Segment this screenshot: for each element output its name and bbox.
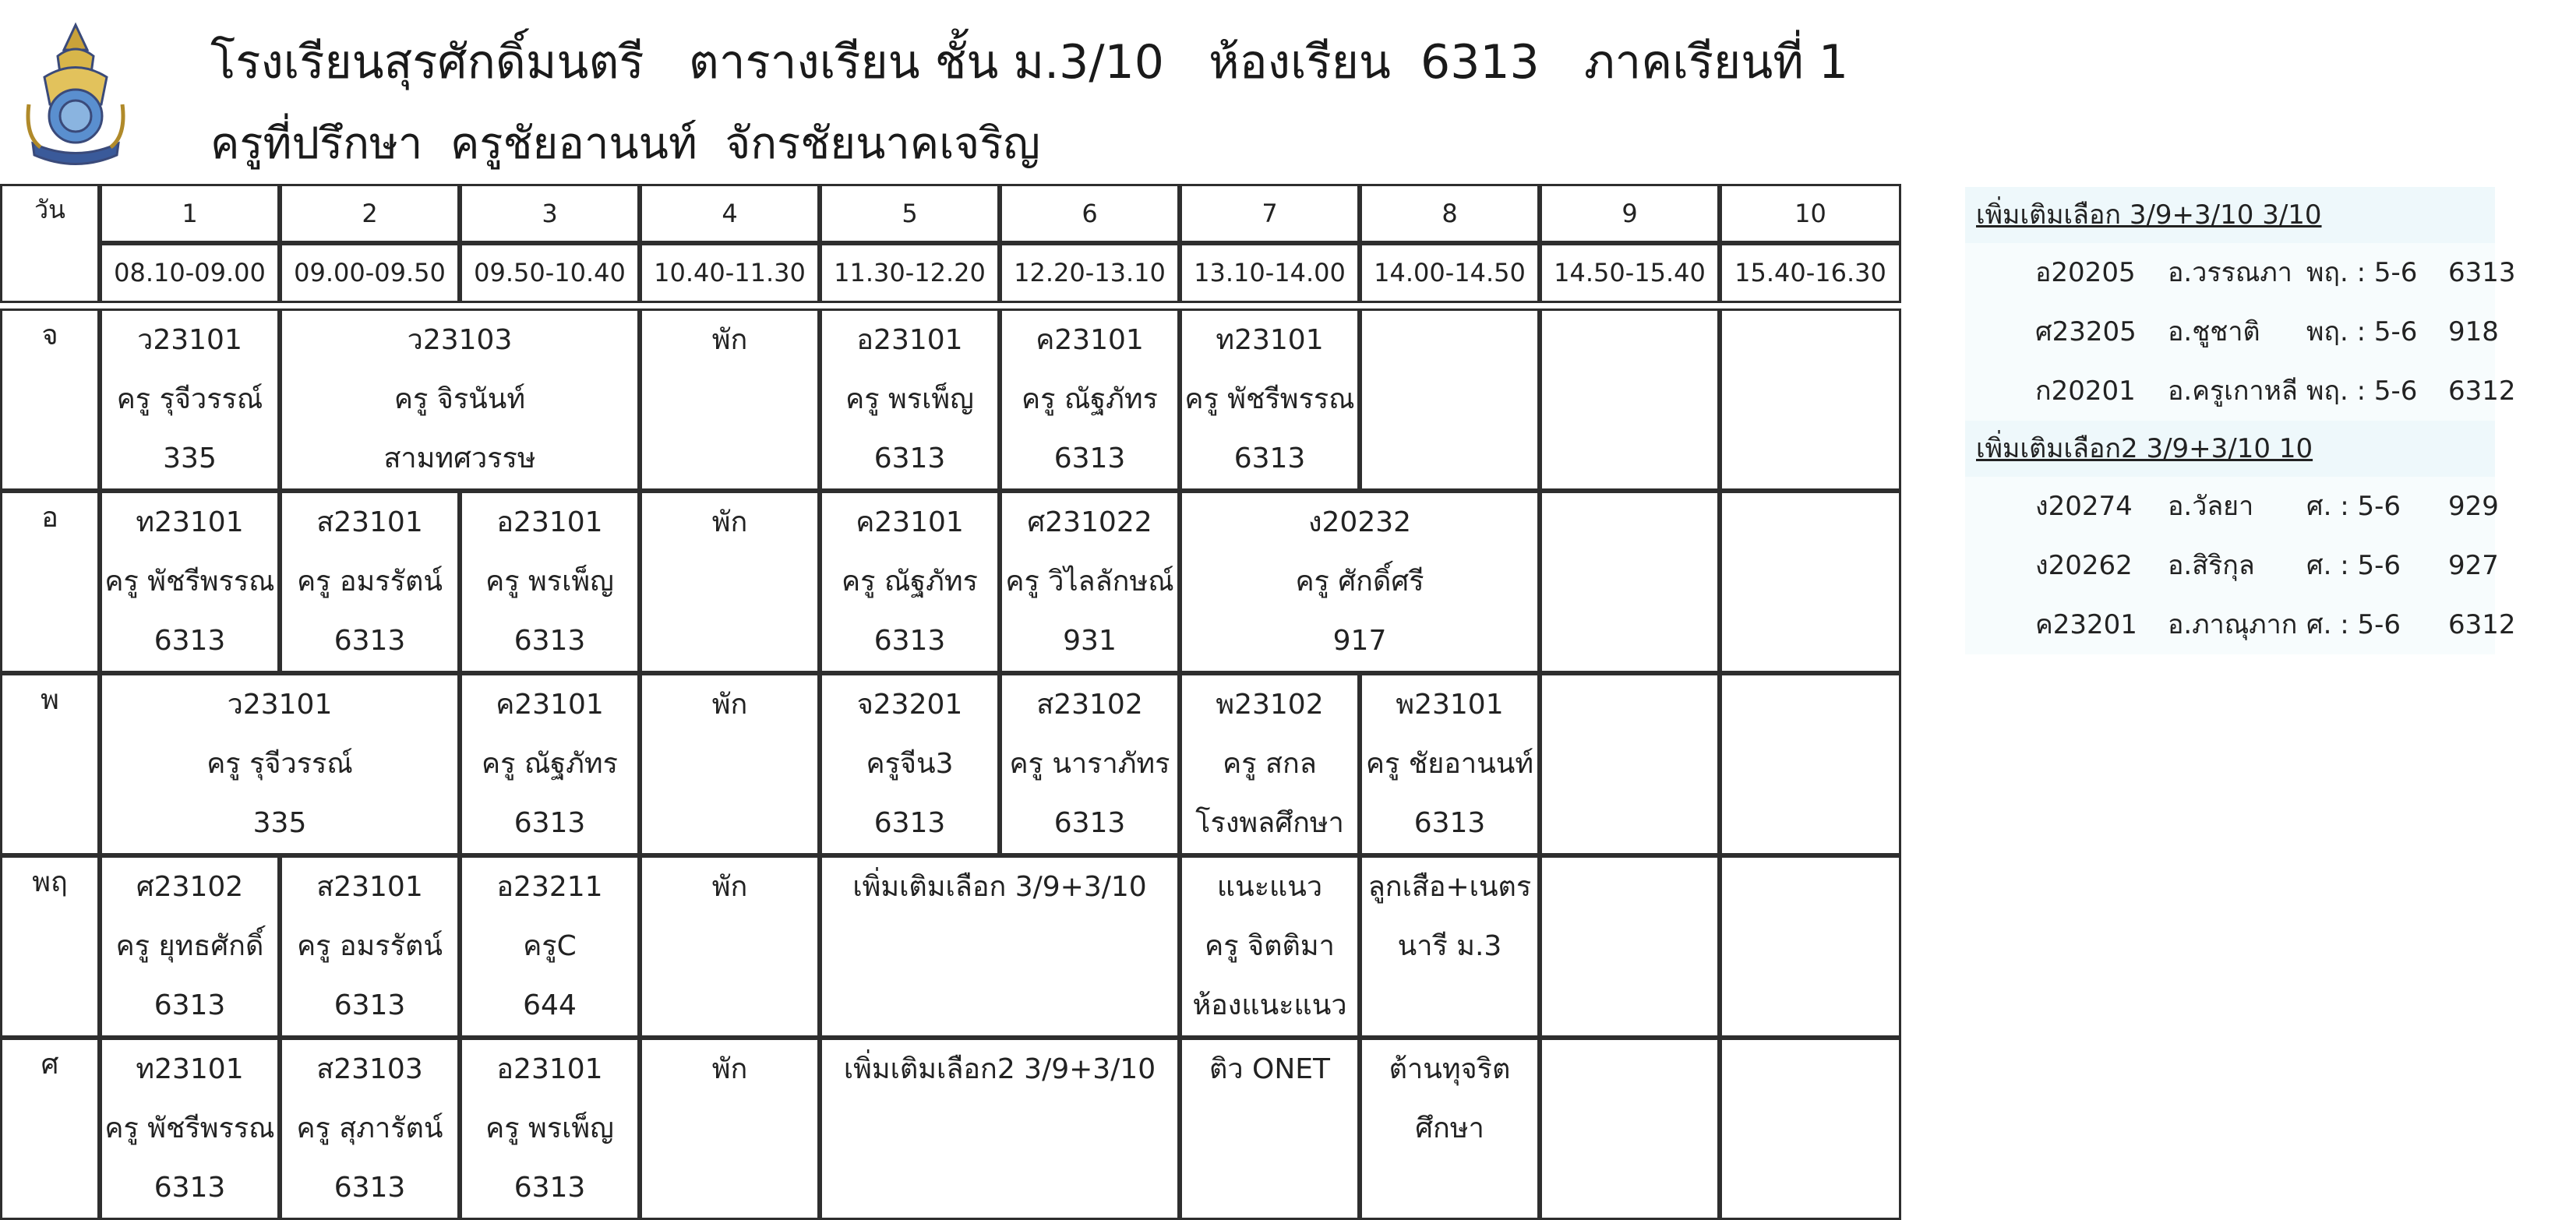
elective-teacher: อ.ชูชาติ [2168, 316, 2260, 347]
cell-text: 9 [1621, 199, 1638, 228]
empty-cell [1720, 309, 1901, 491]
cell-text: 6313 [513, 807, 586, 839]
cell-text: ครู นาราภัทร [1009, 748, 1170, 780]
cell-text: 6313 [513, 625, 586, 657]
cell-text: พฤ [32, 866, 68, 898]
empty-cell [1720, 491, 1901, 673]
cell-text: 10.40-11.30 [654, 258, 806, 287]
cell-text: 335 [252, 807, 307, 839]
class-cell [100, 855, 280, 1038]
cell-text: 4 [722, 199, 738, 228]
elective-teacher: อ.ภาณุภาก [2168, 609, 2298, 640]
cell-text: ครู พัชรีพรรณ [104, 1112, 275, 1144]
elective-code: ง20262 [2035, 550, 2133, 581]
period-time [640, 243, 820, 303]
elective-code: อ20205 [2035, 257, 2136, 288]
cell-text: ห้องแนะแนว [1192, 989, 1347, 1021]
period-number [100, 184, 280, 243]
cell-text: 6 [1082, 199, 1098, 228]
cell-text: ครูจีน3 [866, 748, 954, 780]
cell-text: โรงพลศึกษา [1195, 807, 1344, 839]
elective-row [1965, 536, 2499, 595]
elective-code: ศ23205 [2035, 316, 2137, 347]
page-title: โรงเรียนสุรศักดิ์มนตรี ตารางเรียน ชั้น ม.3/10 ห้องเรียน 6313 ภาคเรียนที่ 1 [210, 35, 1849, 90]
class-cell [640, 673, 820, 855]
class-cell [640, 855, 820, 1038]
cell-text: อ23101 [856, 324, 963, 356]
elective-panel [1965, 187, 2516, 654]
cell-text: 6313 [513, 1172, 586, 1204]
empty-cell [1720, 855, 1901, 1038]
empty-cell [1540, 1038, 1720, 1220]
class-cell [640, 491, 820, 673]
period-number [1360, 184, 1540, 243]
elective-row [1965, 243, 2516, 302]
timetable-body [0, 309, 1901, 1220]
class-cell [100, 309, 280, 491]
cell-text: ว23101 [137, 324, 242, 356]
elective-day: ศ. : 5-6 [2306, 609, 2401, 640]
cell-text: พัก [711, 871, 748, 903]
cell-text: 644 [523, 989, 577, 1021]
cell-text: 12.20-13.10 [1014, 258, 1166, 287]
class-cell [100, 673, 460, 855]
cell-text: 6313 [873, 625, 946, 657]
elective-teacher: อ.สิริกุล [2168, 550, 2255, 581]
cell-text: อ23101 [496, 1053, 603, 1085]
cell-text: ส23103 [316, 1053, 423, 1085]
cell-text: 917 [1332, 625, 1387, 657]
cell-text: ครู พัชรีพรรณ [1184, 383, 1355, 415]
class-cell [280, 855, 460, 1038]
elective-code: ก20201 [2035, 376, 2136, 407]
cell-text: 09.50-10.40 [474, 258, 626, 287]
class-cell [820, 855, 1180, 1038]
cell-text: ครู ณัฐภัทร [1022, 383, 1158, 415]
class-cell [640, 309, 820, 491]
cell-text: ท23101 [1216, 324, 1324, 356]
class-cell [280, 491, 460, 673]
class-cell [1000, 491, 1180, 673]
cell-text: อ23211 [496, 871, 603, 903]
cell-text: ครู พัชรีพรรณ [104, 566, 275, 598]
elective-room: 929 [2448, 491, 2499, 522]
cell-text: 11.30-12.20 [834, 258, 986, 287]
cell-text: ครู สกล [1223, 748, 1317, 780]
cell-text: อ [41, 502, 58, 534]
day-label [0, 309, 100, 491]
day-label [0, 1038, 100, 1220]
class-cell [1180, 491, 1540, 673]
period-number [1540, 184, 1720, 243]
cell-text: 09.00-09.50 [294, 258, 446, 287]
cell-text: วัน [34, 195, 65, 224]
class-cell [1360, 1038, 1540, 1220]
cell-text: ค23101 [496, 689, 604, 721]
day-row [0, 309, 1901, 491]
class-cell [100, 1038, 280, 1220]
elective-room: 6312 [2448, 609, 2516, 640]
elective-code: ค23201 [2035, 609, 2137, 640]
class-cell [460, 491, 640, 673]
cell-text: ติว ONET [1209, 1053, 1331, 1085]
class-cell [640, 1038, 820, 1220]
empty-cell [1720, 1038, 1901, 1220]
cell-text: 6313 [333, 625, 406, 657]
cell-text: ศึกษา [1415, 1112, 1484, 1144]
day-label [0, 491, 100, 673]
class-cell [1180, 855, 1360, 1038]
cell-text: ว23103 [407, 324, 513, 356]
period-number [820, 184, 1000, 243]
cell-text: 6313 [333, 989, 406, 1021]
period-time [1720, 243, 1901, 303]
cell-text: 3 [542, 199, 558, 228]
cell-text: ท23101 [136, 506, 244, 538]
cell-text: ครู ยุทธศักดิ์ [115, 930, 264, 962]
period-time [1540, 243, 1720, 303]
elective-day: ศ. : 5-6 [2306, 550, 2401, 581]
period-number [280, 184, 460, 243]
cell-text: ครู ศักดิ์ศรี [1295, 566, 1424, 598]
class-cell [100, 491, 280, 673]
cell-text: ครูC [523, 930, 577, 962]
empty-cell [1540, 673, 1720, 855]
cell-text: 08.10-09.00 [114, 258, 266, 287]
class-cell [1000, 673, 1180, 855]
cell-text: ครู จิรนันท์ [393, 383, 526, 415]
cell-text: ต้านทุจริต [1389, 1053, 1511, 1085]
class-cell [1360, 855, 1540, 1038]
cell-text: ครู พรเพ็ญ [485, 1112, 614, 1144]
period-time [280, 243, 460, 303]
cell-text: อ23101 [496, 506, 603, 538]
cell-text: 6313 [154, 1172, 226, 1204]
cell-text: ครู ณัฐภัทร [482, 748, 618, 780]
elective-row [1965, 595, 2516, 654]
cell-text: 5 [902, 199, 918, 228]
cell-text: 1 [182, 199, 198, 228]
elective-teacher: อ.วัลยา [2168, 491, 2254, 522]
cell-text: ส23102 [1036, 689, 1143, 721]
elective-row [1965, 302, 2499, 361]
period-time [1360, 243, 1540, 303]
cell-text: พัก [711, 689, 748, 721]
cell-text: ว23101 [227, 689, 333, 721]
elective-teacher: อ.วรรณภา [2168, 257, 2292, 288]
class-cell [820, 309, 1000, 491]
timetable-header [0, 184, 1901, 303]
period-time [1000, 243, 1180, 303]
cell-text: 6313 [333, 1172, 406, 1204]
period-number [1000, 184, 1180, 243]
class-cell [460, 673, 640, 855]
cell-text: 931 [1063, 625, 1117, 657]
advisor-line: ครูที่ปรึกษา ครูชัยอานนท์ จักรชัยนาคเจริญ [210, 118, 1041, 169]
cell-text: 6313 [873, 807, 946, 839]
elective-teacher: อ.ครูเกาหลี [2168, 376, 2298, 407]
cell-text: 10 [1794, 199, 1826, 228]
class-cell [1360, 673, 1540, 855]
class-cell [820, 1038, 1180, 1220]
day-row [0, 1038, 1901, 1220]
elective-heading: เพิ่มเติมเลือก2 3/9+3/10 10 [1965, 421, 2495, 477]
elective-room: 918 [2448, 316, 2499, 347]
cell-text: 15.40-16.30 [1734, 258, 1886, 287]
empty-cell [1360, 309, 1540, 491]
elective-row [1965, 477, 2499, 536]
cell-text: ค23101 [856, 506, 964, 538]
cell-text: เพิ่มเติมเลือก2 3/9+3/10 [843, 1053, 1156, 1085]
cell-text: พัก [711, 1053, 748, 1085]
class-cell [820, 673, 1000, 855]
empty-cell [1540, 855, 1720, 1038]
cell-text: 335 [163, 443, 217, 474]
cell-text: 6313 [154, 625, 226, 657]
period-time [820, 243, 1000, 303]
cell-text: ครู สุภารัตน์ [296, 1112, 443, 1144]
cell-text: ท23101 [136, 1053, 244, 1085]
cell-text: 14.50-15.40 [1554, 258, 1706, 287]
cell-text: ครู อมรรัตน์ [297, 930, 443, 962]
cell-text: ครู ชัยอานนท์ [1365, 748, 1534, 780]
cell-text: ครู อมรรัตน์ [297, 566, 443, 598]
cell-text: 7 [1262, 199, 1278, 228]
cell-text: ศ [41, 1049, 59, 1081]
elective-room: 6312 [2448, 376, 2516, 407]
cell-text: สามทศวรรษ [383, 443, 536, 474]
elective-room: 927 [2448, 550, 2499, 581]
cell-text: พ23102 [1216, 689, 1324, 721]
elective-day: พฤ. : 5-6 [2306, 316, 2418, 347]
cell-text: 14.00-14.50 [1374, 258, 1526, 287]
class-cell [280, 309, 640, 491]
class-cell [460, 1038, 640, 1220]
cell-text: ส23101 [316, 871, 423, 903]
cell-text: พัก [711, 506, 748, 538]
period-number [460, 184, 640, 243]
cell-text: ศ23102 [136, 871, 244, 903]
cell-text: ครู พรเพ็ญ [845, 383, 974, 415]
cell-text: ลูกเสือ+เนตร [1367, 871, 1532, 903]
cell-text: นารี ม.3 [1397, 930, 1502, 962]
day-header [0, 184, 100, 303]
elective-code: ง20274 [2035, 491, 2133, 522]
cell-text: ง20232 [1307, 506, 1412, 538]
elective-row [1965, 361, 2516, 421]
period-number [640, 184, 820, 243]
cell-text: 6313 [1053, 807, 1126, 839]
cell-text: พัก [711, 324, 748, 356]
day-label [0, 673, 100, 855]
cell-text: ครู ณัฐภัทร [842, 566, 978, 598]
cell-text: 6313 [1053, 443, 1126, 474]
cell-text: พ23101 [1396, 689, 1504, 721]
cell-text: ครู พรเพ็ญ [485, 566, 614, 598]
elective-room: 6313 [2448, 257, 2516, 288]
cell-text: ศ231022 [1027, 506, 1152, 538]
class-cell [820, 491, 1000, 673]
cell-text: ค23101 [1036, 324, 1144, 356]
cell-text: จ [41, 319, 58, 351]
cell-text: แนะแนว [1216, 871, 1323, 903]
period-time [1180, 243, 1360, 303]
cell-text: 8 [1442, 199, 1458, 228]
day-row [0, 855, 1901, 1038]
period-time [100, 243, 280, 303]
cell-text: 6313 [154, 989, 226, 1021]
cell-text: ครู จิตติมา [1205, 930, 1335, 962]
school-logo-icon [17, 19, 134, 175]
elective-day: ศ. : 5-6 [2306, 491, 2401, 522]
empty-cell [1720, 673, 1901, 855]
cell-text: เพิ่มเติมเลือก 3/9+3/10 [852, 871, 1147, 903]
day-row [0, 491, 1901, 673]
timetable [0, 184, 1901, 1212]
class-cell [1180, 673, 1360, 855]
cell-text: ส23101 [316, 506, 423, 538]
cell-text: 6313 [873, 443, 946, 474]
cell-text: พ [41, 684, 59, 716]
class-cell [1180, 309, 1360, 491]
period-number [1180, 184, 1360, 243]
period-number [1720, 184, 1901, 243]
elective-day: พฤ. : 5-6 [2306, 376, 2418, 407]
cell-text: 2 [362, 199, 378, 228]
class-cell [1000, 309, 1180, 491]
class-cell [1180, 1038, 1360, 1220]
period-time [460, 243, 640, 303]
class-cell [460, 855, 640, 1038]
elective-heading: เพิ่มเติมเลือก 3/9+3/10 3/10 [1965, 187, 2495, 243]
cell-text: ครู รุจีวรรณ์ [116, 383, 263, 415]
cell-text: 6313 [1233, 443, 1306, 474]
empty-cell [1540, 309, 1720, 491]
cell-text: 6313 [1413, 807, 1486, 839]
empty-cell [1540, 491, 1720, 673]
cell-text: 13.10-14.00 [1194, 258, 1346, 287]
day-row [0, 673, 1901, 855]
class-cell [280, 1038, 460, 1220]
elective-day: พฤ. : 5-6 [2306, 257, 2418, 288]
day-label [0, 855, 100, 1038]
cell-text: จ23201 [856, 689, 963, 721]
cell-text: ครู วิไลลักษณ์ [1005, 566, 1174, 598]
cell-text: ครู รุจีวรรณ์ [206, 748, 353, 780]
